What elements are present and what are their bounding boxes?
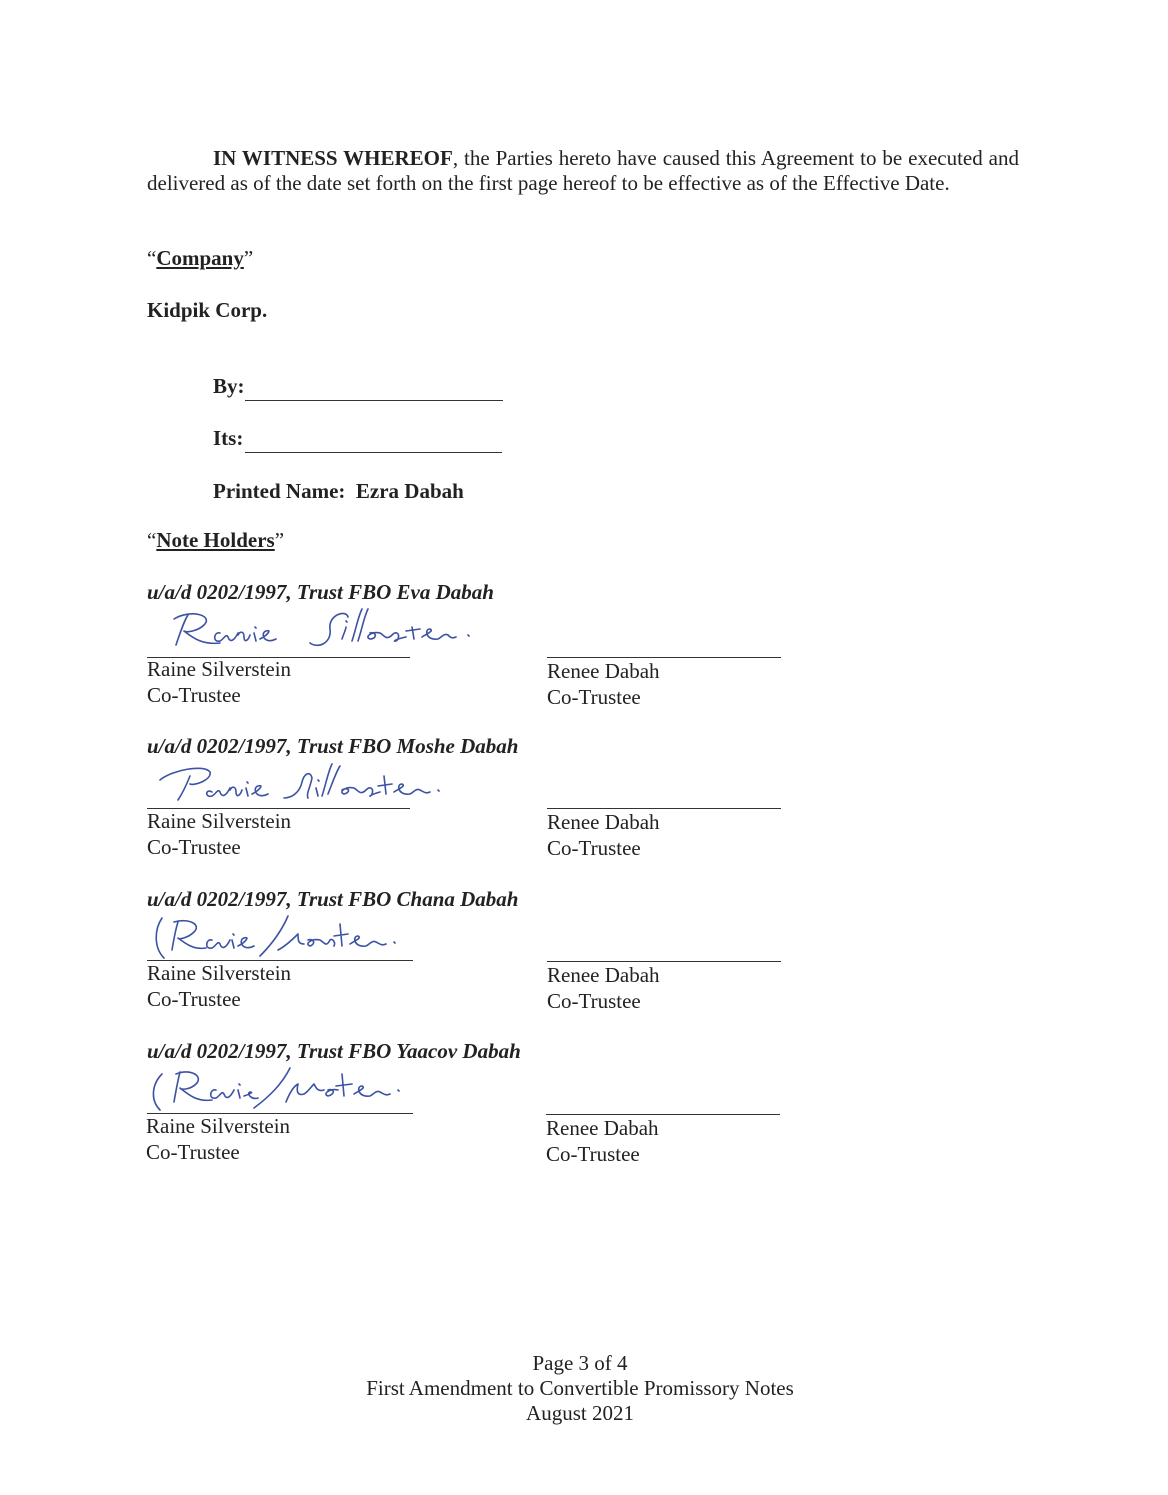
- trust-title: u/a/d 0202/1997, Trust FBO Moshe Dabah: [147, 734, 519, 758]
- signer-name: Raine Silverstein: [147, 961, 292, 985]
- signature-raine-silverstein: [150, 603, 480, 659]
- signer-role: Co-Trustee: [547, 989, 641, 1013]
- signer-block-left: [147, 960, 291, 1012]
- page-number: Page 3 of 4: [532, 1351, 628, 1375]
- witness-lead: IN WITNESS WHEREOF: [213, 146, 453, 170]
- signer-name: Raine Silverstein: [147, 657, 292, 681]
- by-signature-line: [245, 400, 503, 401]
- signer-block-right: [547, 809, 660, 861]
- company-heading: “Company”: [147, 246, 254, 270]
- its-signature-line: [245, 452, 502, 453]
- note-holders-heading: “Note Holders”: [147, 528, 285, 552]
- printed-name-value: Ezra Dabah: [355, 479, 464, 503]
- signer-block-right: [547, 962, 660, 1014]
- signer-role: Co-Trustee: [147, 987, 241, 1011]
- signer-block-left: [147, 656, 291, 708]
- signer-role: Co-Trustee: [147, 835, 241, 859]
- signer-name: Renee Dabah: [547, 963, 660, 987]
- signature-raine-silverstein: [150, 758, 450, 810]
- signer-block-left: [146, 1113, 290, 1165]
- signer-block-right: [547, 658, 660, 710]
- signer-name: Raine Silverstein: [147, 809, 292, 833]
- signer-role: Co-Trustee: [546, 1142, 640, 1166]
- witness-paragraph: [147, 146, 1019, 196]
- signer-name: Raine Silverstein: [146, 1114, 291, 1138]
- witness-text: , the Parties hereto have caused this Agreement to be executed and delivered as of the date set forth on the first page hereof to be effective as of the Effective Date.: [147, 146, 1020, 195]
- signer-name: Renee Dabah: [547, 810, 660, 834]
- trust-title: u/a/d 0202/1997, Trust FBO Chana Dabah: [147, 887, 519, 911]
- signer-role: Co-Trustee: [547, 685, 641, 709]
- signer-role: Co-Trustee: [146, 1140, 240, 1164]
- signature-raine-silverstein: [146, 1060, 436, 1118]
- page-footer: [300, 1351, 860, 1426]
- signer-block-right: [546, 1115, 659, 1167]
- document-date: August 2021: [526, 1401, 634, 1425]
- signer-block-left: [147, 808, 291, 860]
- signature-raine-silverstein: [148, 910, 438, 964]
- by-label: By:: [213, 374, 245, 398]
- its-label: Its:: [213, 426, 244, 450]
- company-name: Kidpik Corp.: [147, 298, 268, 322]
- signer-name: Renee Dabah: [547, 659, 660, 683]
- signer-role: Co-Trustee: [147, 683, 241, 707]
- trust-title: u/a/d 0202/1997, Trust FBO Eva Dabah: [147, 580, 494, 604]
- trust-title: u/a/d 0202/1997, Trust FBO Yaacov Dabah: [147, 1039, 521, 1063]
- printed-name: Printed Name: Ezra Dabah: [213, 479, 464, 503]
- document-title: First Amendment to Convertible Promissory Notes: [366, 1376, 794, 1400]
- signer-name: Renee Dabah: [546, 1116, 659, 1140]
- signer-role: Co-Trustee: [547, 836, 641, 860]
